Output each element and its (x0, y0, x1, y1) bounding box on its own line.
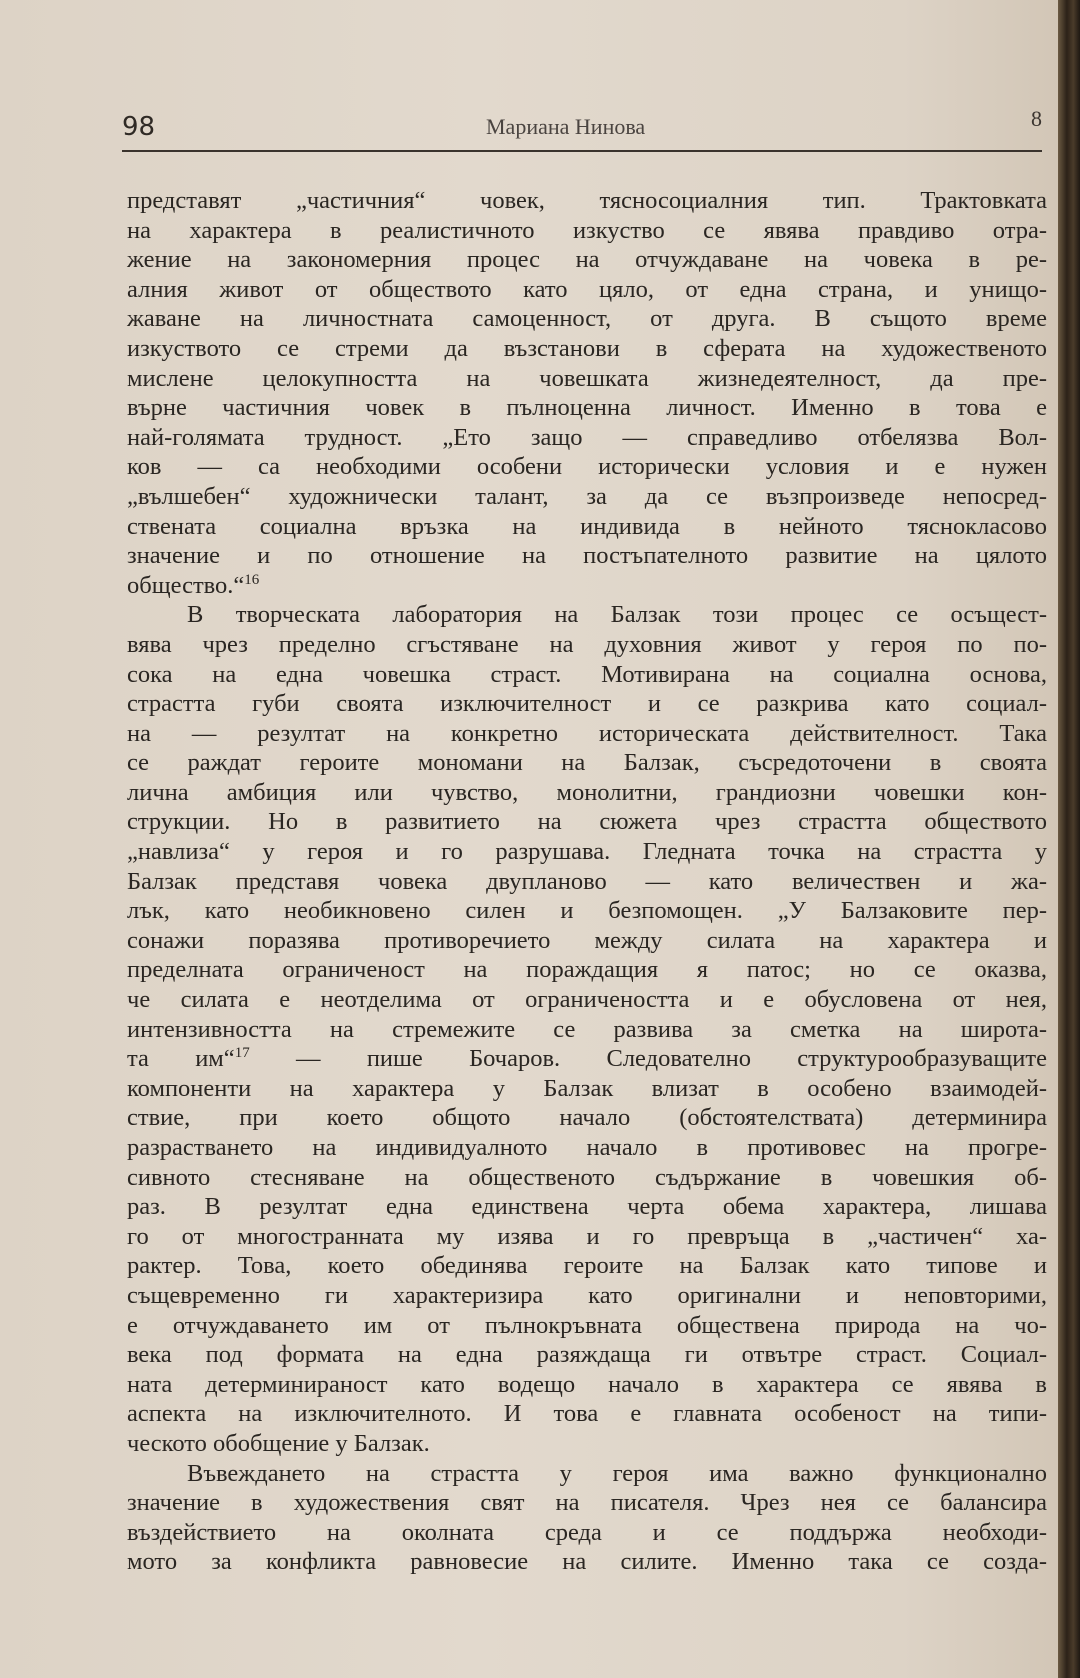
text-line: на — резултат на конкретно историческата действителност. Така (127, 719, 1047, 747)
text-line: се раждат героите мономани на Балзак, съсредоточени в своята (127, 749, 1047, 777)
page-number: 98 (122, 112, 156, 142)
text-line: алния живот от обществото като цяло, от една страна, и унищо- (127, 275, 1047, 303)
text-line: вява чрез пределно сгъстяване на духовния живот у героя по по- (127, 630, 1047, 658)
paragraph (127, 600, 1047, 1458)
text-line: „вълшебен“ художнически талант, за да се възпроизведе непосред- (127, 482, 1047, 510)
text-line: века под формата на една разяждаща ги отвътре страст. Социал- (127, 1341, 1047, 1369)
text-line (127, 571, 1047, 601)
text-line: страстта губи своята изключителност и се разкрива като социал- (127, 690, 1047, 718)
text-line: значение в художествения свят на писателя. Чрез нея се балансира (127, 1489, 1047, 1517)
paragraph (127, 1459, 1047, 1577)
text-line: В творческата лаборатория на Балзак този процес се осъщест- (187, 601, 1047, 629)
text-line: ствие, при което общото начало (обстоятелствата) детерминира (127, 1104, 1047, 1132)
text-fragment: та им“ (127, 1045, 235, 1073)
signature-mark: 8 (1031, 106, 1042, 131)
page-header (122, 106, 1042, 150)
text-line: най-голямата трудност. „Ето защо — справедливо отбелязва Вол- (127, 423, 1047, 451)
text-line: аспекта на изключителното. И това е главната особеност на типи- (127, 1400, 1047, 1428)
running-title: Мариана Нинова (486, 114, 646, 139)
text-line: Балзак представя човека двупланово — като величествен и жа- (127, 867, 1047, 895)
text-line: струкции. Но в развитието на сюжета чрез страстта обществото (127, 808, 1047, 836)
text-line: разрастването на индивидуалното начало в противовес на прогре- (127, 1134, 1047, 1161)
text-line: мото за конфликта равновесие на силите. Именно така се созда- (127, 1548, 1047, 1576)
text-line: ков — са необходими особени исторически условия и е нужен (127, 453, 1047, 481)
text-line: представят „частичния“ човек, тясносоциалния тип. Трактовката (127, 187, 1047, 214)
text-line: жение на закономерния процес на отчуждаване на човека в ре- (127, 246, 1047, 274)
text-line: жаване на личностната самоценност, от друга. В същото време (127, 305, 1047, 333)
text-line: го от многостранната му изява и го превръща в „частичен“ ха- (127, 1222, 1047, 1250)
text-line: сивното стесняване на общественото съдържание в човешкия об- (127, 1163, 1047, 1191)
body-text (127, 186, 1047, 1577)
text-line: рактер. Това, което обединява героите на Балзак като типове и (127, 1252, 1047, 1280)
book-spine-edge (1058, 0, 1080, 1678)
text-line: „навлиза“ у героя и го разрушава. Гледната точка на страстта у (127, 838, 1047, 866)
text-line: че силата е неотделима от ограничеността и е обусловена от нея, (127, 986, 1047, 1014)
text-line: раз. В резултат една единствена черта обема характера, лишава (127, 1193, 1047, 1221)
text-line: лък, като необикновено силен и безпомощен. „У Балзаковите пер- (127, 897, 1047, 925)
text-line: на характера в реалистичното изкуство се явява правдиво отра- (127, 216, 1047, 244)
text-line: компоненти на характера у Балзак влизат в особено взаимодей- (127, 1074, 1047, 1102)
text-line: лична амбиция или чувство, монолитни, грандиозни човешки кон- (127, 778, 1047, 806)
paragraph (127, 186, 1047, 600)
text-line: пределната ограниченост на пораждащия я патос; но се оказва, (127, 956, 1047, 984)
text-line: сонажи поразява противоречието между силата на характера и (127, 926, 1047, 954)
footnote-marker: 17 (234, 1045, 250, 1062)
text-line: Въвеждането на страстта у героя има важно функционално (187, 1459, 1047, 1487)
text-line: ческото обобщение у Балзак. (127, 1429, 430, 1457)
text-line: върне частичния човек в пълноценна личност. Именно в това е (127, 394, 1047, 422)
footnote-marker: 16 (244, 571, 260, 588)
text-line: ната детерминираност като водещо начало в характера се явява в (127, 1370, 1047, 1398)
text-line: ствената социална връзка на индивида в нейното тяснокласово (127, 512, 1047, 540)
text-line: сока на една човешка страст. Мотивирана на социална основа, (127, 660, 1047, 688)
text-fragment: общество.“ (127, 571, 245, 599)
header-rule (122, 150, 1042, 152)
text-line: е отчуждаването им от пълнокръвната обществена природа на чо- (127, 1311, 1047, 1339)
text-line: мислене целокупността на човешката жизнедеятелност, да пре- (127, 364, 1047, 392)
text-line: значение и по отношение на постъпателното развитие на цялото (127, 542, 1047, 570)
text-fragment: — пише Бочаров. Следователно структурообразуващите (249, 1045, 1047, 1073)
text-line: същевременно ги характеризира като оригинални и неповторими, (127, 1281, 1047, 1309)
text-line: изкуството се стреми да възстанови в сферата на художественото (127, 334, 1047, 362)
text-line (127, 1044, 1047, 1074)
text-line: интензивността на стремежите се развива за сметка на широта- (127, 1015, 1047, 1043)
text-line: въздействието на околната среда и се поддържа необходи- (127, 1518, 1047, 1546)
